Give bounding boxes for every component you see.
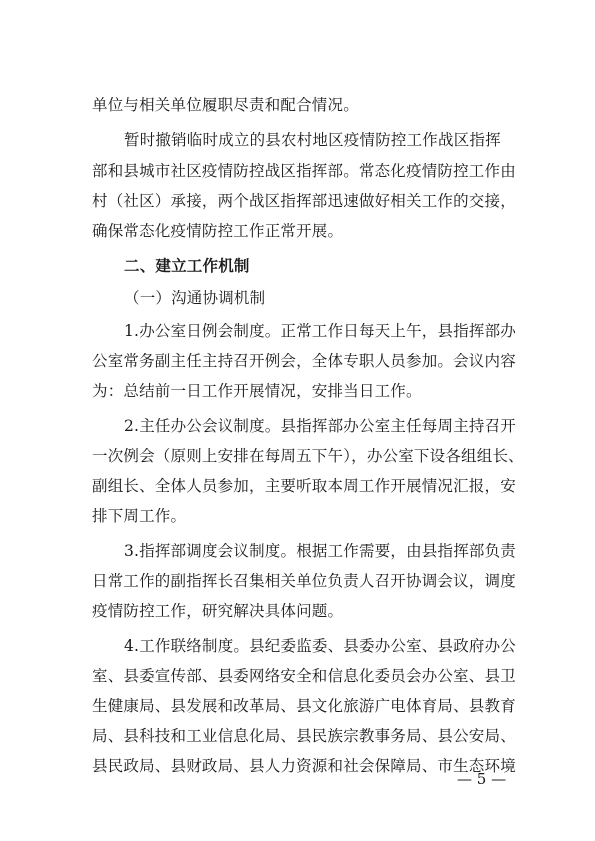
body-line: 单位与相关单位履职尽责和配合情况。 bbox=[92, 96, 359, 114]
body-line: 村（社区）承接，两个战区指挥部迅速做好相关工作的交接， bbox=[92, 192, 516, 210]
body-line: 1.办公室日例会制度。正常工作日每天上午，县指挥部办 bbox=[124, 322, 516, 340]
body-line: 部和县城市社区疫情防控战区指挥部。常态化疫情防控工作由 bbox=[92, 162, 516, 180]
body-line: 为：总结前一日工作开展情况，安排当日工作。 bbox=[92, 382, 422, 400]
body-line: 副组长、全体人员参加，主要听取本周工作开展情况汇报，安 bbox=[92, 477, 516, 495]
section-heading: 二、建立工作机制 bbox=[124, 257, 250, 275]
body-line: 室、县委宣传部、县委网络安全和信息化委员会办公室、县卫 bbox=[92, 667, 516, 685]
subsection-heading: （一）沟通协调机制 bbox=[124, 289, 266, 307]
body-line: 疫情防控工作，研究解决具体问题。 bbox=[92, 602, 344, 620]
body-line: 生健康局、县发展和改革局、县文化旅游广电体育局、县教育 bbox=[92, 697, 516, 715]
body-line: 县民政局、县财政局、县人力资源和社会保障局、市生态环境 bbox=[92, 757, 516, 775]
body-line: 公室常务副主任主持召开例会，全体专职人员参加。会议内容 bbox=[92, 352, 516, 370]
body-line: 2.主任办公会议制度。县指挥部办公室主任每周主持召开 bbox=[124, 417, 516, 435]
body-line: 日常工作的副指挥长召集相关单位负责人召开协调会议，调度 bbox=[92, 572, 516, 590]
body-line: 暂时撤销临时成立的县农村地区疫情防控工作战区指挥 bbox=[124, 131, 501, 149]
body-line: 一次例会（原则上安排在每周五下午），办公室下设各组组长、 bbox=[92, 447, 524, 465]
body-line: 确保常态化疫情防控工作正常开展。 bbox=[92, 222, 344, 240]
body-line: 4.工作联络制度。县纪委监委、县委办公室、县政府办公 bbox=[124, 637, 516, 655]
body-line: 局、县科技和工业信息化局、县民族宗教事务局、县公安局、 bbox=[92, 727, 516, 745]
body-line: 3.指挥部调度会议制度。根据工作需要，由县指挥部负责 bbox=[124, 542, 516, 560]
page-number: — 5 — bbox=[457, 770, 507, 788]
body-line: 排下周工作。 bbox=[92, 507, 187, 525]
